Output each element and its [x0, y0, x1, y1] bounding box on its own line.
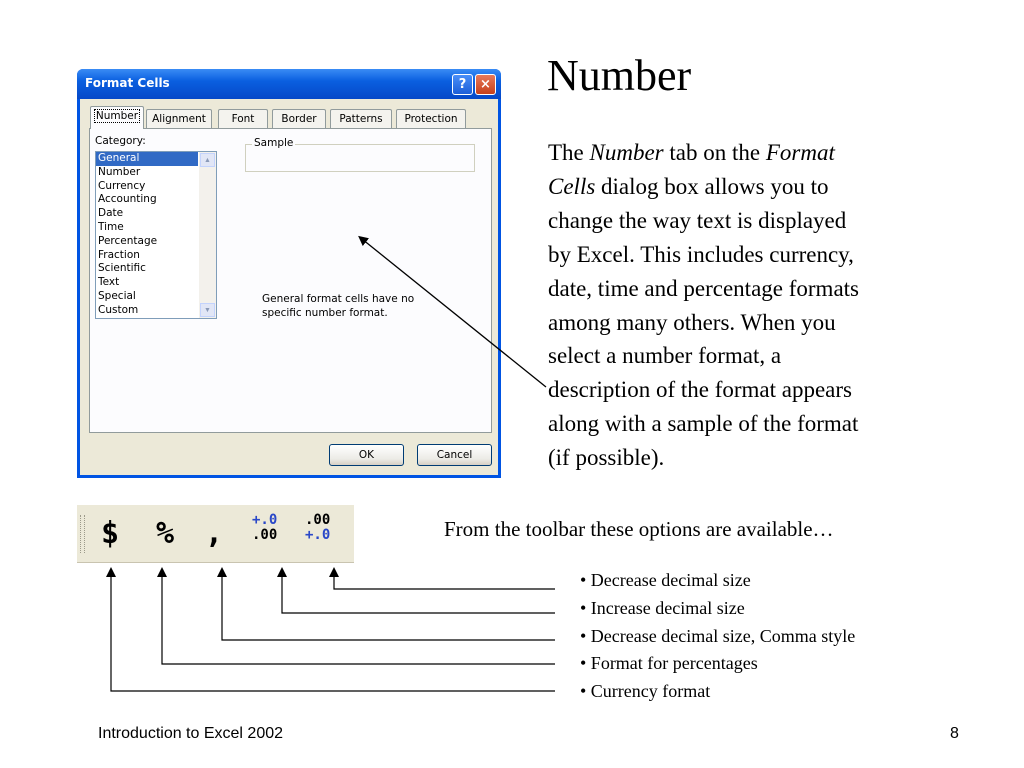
close-button[interactable]: × [475, 74, 496, 95]
body-line: date, time and percentage formats [548, 275, 859, 301]
body-line: by Excel. This includes currency, [548, 241, 854, 267]
decrease-decimal-icon-bottom: +.0 [305, 527, 331, 543]
body-line: among many others. When you [548, 309, 836, 335]
bullet-increase-decimal: • Increase decimal size [580, 598, 745, 618]
bullet-decrease-decimal: • Decrease decimal size [580, 570, 751, 590]
toolbar-caption: From the toolbar these options are available… [444, 517, 834, 541]
scroll-up-icon[interactable]: ▲ [200, 153, 215, 167]
comma-style-pointer [222, 572, 555, 640]
tab-border[interactable]: Border [272, 109, 326, 128]
increase-decimal-pointer [282, 572, 555, 613]
dialog-title: Format Cells [85, 76, 170, 90]
tab-patterns[interactable]: Patterns [330, 109, 392, 128]
category-item-time[interactable]: Time [98, 220, 124, 233]
category-item-scientific[interactable]: Scientific [98, 262, 146, 275]
category-item-fraction[interactable]: Fraction [98, 248, 140, 261]
category-item-custom[interactable]: Custom [98, 303, 139, 316]
currency-icon: $ [100, 516, 120, 551]
bullet-percentages: • Format for percentages [580, 653, 758, 673]
increase-decimal-icon-bottom: .00 [252, 527, 278, 543]
category-item-date[interactable]: Date [98, 207, 124, 220]
comma-icon: , [204, 516, 224, 551]
decrease-decimal-pointer [334, 572, 555, 589]
body-line: (if possible). [548, 445, 665, 471]
body-line: along with a sample of the format [548, 411, 859, 437]
page-number: 8 [950, 725, 959, 742]
currency-pointer [111, 572, 555, 691]
body-line: select a number format, a [548, 343, 782, 369]
tab-number[interactable]: Number [90, 106, 144, 129]
bullet-currency: • Currency format [580, 681, 711, 701]
category-item-text[interactable]: Text [98, 276, 120, 289]
description-line: specific number format. [262, 307, 388, 319]
scroll-down-icon[interactable]: ▼ [200, 303, 215, 317]
category-label: Category: [95, 135, 146, 147]
body-line: The Number tab on the Format [548, 140, 835, 165]
category-item-number[interactable]: Number [98, 165, 141, 178]
bullet-comma-style: • Decrease decimal size, Comma style [580, 626, 856, 646]
decrease-decimal-icon-top: .00 [305, 512, 331, 528]
category-item-currency[interactable]: Currency [98, 179, 146, 192]
sample-label: Sample [254, 137, 294, 149]
category-item-accounting[interactable]: Accounting [98, 193, 157, 206]
increase-decimal-icon-top: +.0 [252, 512, 278, 528]
category-item-percentage[interactable]: Percentage [98, 234, 158, 247]
percent-pointer [162, 572, 555, 664]
description-pointer-arrow [362, 239, 546, 387]
body-line: description of the format appears [548, 377, 852, 403]
body-line: Cells dialog box allows you to [548, 173, 829, 199]
page-title: Number [547, 51, 692, 100]
tab-protection[interactable]: Protection [396, 109, 466, 128]
help-button[interactable]: ? [452, 74, 473, 95]
footer-title: Introduction to Excel 2002 [98, 725, 284, 742]
category-item-special[interactable]: Special [98, 289, 136, 302]
category-item-general[interactable]: General [96, 152, 198, 166]
body-line: change the way text is displayed [548, 207, 847, 233]
description-line: General format cells have no [262, 293, 415, 305]
ok-button[interactable]: OK [329, 444, 404, 466]
cancel-button[interactable]: Cancel [417, 444, 492, 466]
tab-font[interactable]: Font [218, 109, 268, 128]
tab-alignment[interactable]: Alignment [146, 109, 212, 128]
percent-icon: % [155, 516, 175, 551]
